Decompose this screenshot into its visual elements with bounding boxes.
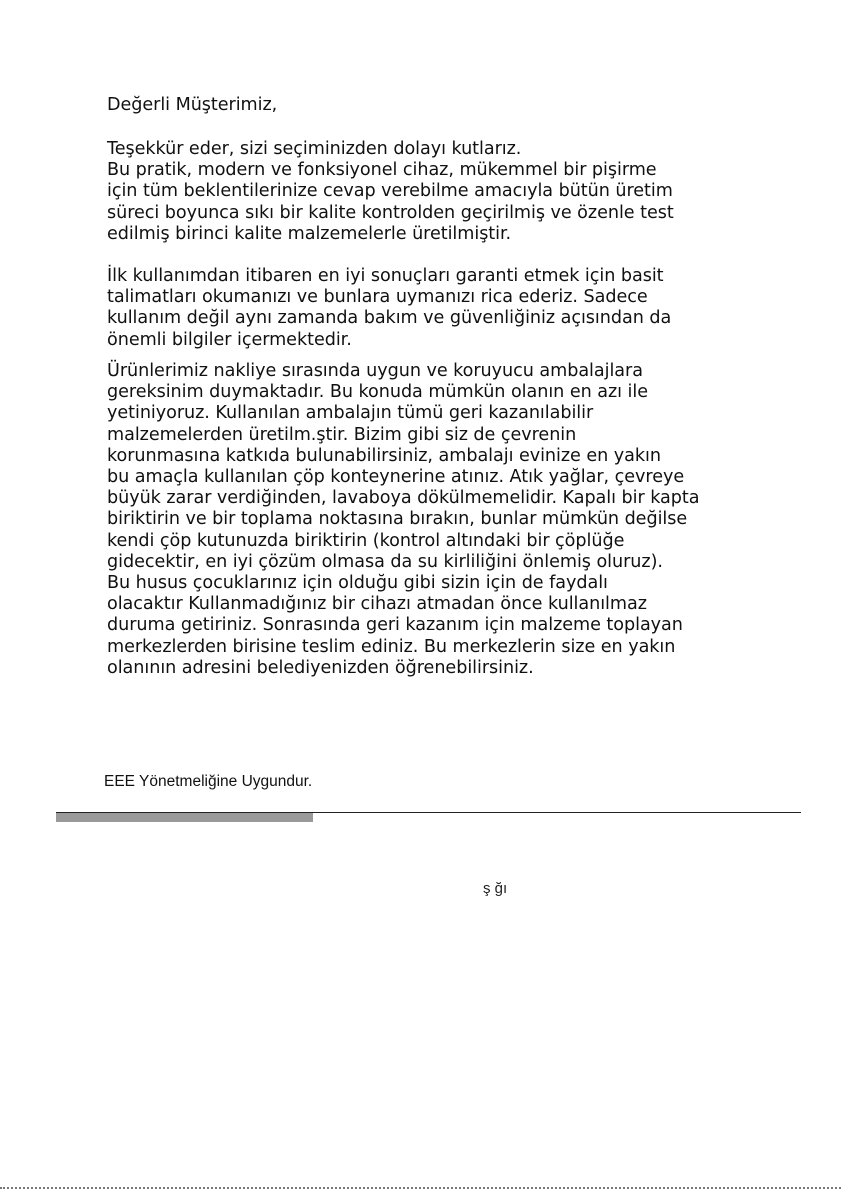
paragraph-line: olacaktır Kullanmadığınız bir cihazı atmadan önce kullanılmaz <box>107 594 647 615</box>
paragraph-line: talimatları okumanızı ve bunlara uymanızı rica ederiz. Sadece <box>107 287 648 308</box>
paragraph-line: Bu pratik, modern ve fonksiyonel cihaz, mükemmel bir pişirme <box>107 160 657 181</box>
paragraph-environment <box>107 361 747 679</box>
compliance-footnote: EEE Yönetmeliğine Uygundur. <box>104 773 313 790</box>
greeting <box>107 95 747 116</box>
paragraph-line: için tüm beklentilerinize cevap verebilme amacıyla bütün üretim <box>107 181 673 202</box>
paragraph-line: büyük zarar verdiğinden, lavaboya dökülmemelidir. Kapalı bir kapta <box>107 488 700 509</box>
paragraph-line: edilmiş birinci kalite malzemelerle üretilmiştir. <box>107 223 512 244</box>
paragraph-line: kullanım değil aynı zamanda bakım ve güvenliğiniz açısından da <box>107 308 672 329</box>
paragraph-line: Teşekkür eder, sizi seçiminizden dolayı kutlarız. <box>107 139 522 159</box>
greeting-text: Değerli Müşterimiz, <box>107 95 278 115</box>
paragraph-line: İlk kullanımdan itibaren en iyi sonuçları garanti etmek için basit <box>107 266 664 286</box>
paragraph-line: önemli bilgiler içermektedir. <box>107 329 352 350</box>
paragraph-line: korunmasına katkıda bulunabilirsiniz, ambalajı evinize en yakın <box>107 445 661 466</box>
paragraph-line: yetiniyoruz. Kullanılan ambalajın tümü geri kazanılabilir <box>107 403 594 424</box>
paragraph-thanks <box>107 139 747 245</box>
paragraph-line: kendi çöp kutunuzda biriktirin (kontrol altındaki bir çöplüğe <box>107 530 625 551</box>
paragraph-line: olanının adresini belediyenizden öğrenebilirsiniz. <box>107 657 534 678</box>
paragraph-line: gidecektir, en iyi çözüm olmasa da su kirliliğini önlemiş oluruz). <box>107 551 663 572</box>
paragraph-line: malzemelerden üretilm.ştir. Bizim gibi siz de çevrenin <box>107 424 577 445</box>
paragraph-instructions <box>107 266 747 351</box>
paragraph-line: biriktirin ve bir toplama noktasına bırakın, bunlar mümkün değilse <box>107 509 688 530</box>
paragraph-line: gereksinim duymaktadır. Bu konuda mümkün olanın en azı ile <box>107 382 648 403</box>
paragraph-line: Bu husus çocuklarınız için olduğu gibi sizin için de faydalı <box>107 573 608 594</box>
section-divider-bar <box>56 813 313 822</box>
paragraph-line: Ürünlerimiz nakliye sırasında uygun ve koruyucu ambalajlara <box>107 361 643 381</box>
bottom-dotted-rule <box>0 1187 841 1189</box>
paragraph-line: duruma getiriniz. Sonrasında geri kazanım için malzeme toplayan <box>107 615 683 636</box>
paragraph-line: süreci boyunca sıkı bir kalite kontrolden geçirilmiş ve özenle test <box>107 202 674 223</box>
paragraph-line: merkezlerden birisine teslim ediniz. Bu merkezlerin size en yakın <box>107 636 676 657</box>
stray-characters: ş ğı <box>483 880 508 897</box>
paragraph-line: bu amaçla kullanılan çöp konteynerine atınız. Atık yağlar, çevreye <box>107 467 685 488</box>
